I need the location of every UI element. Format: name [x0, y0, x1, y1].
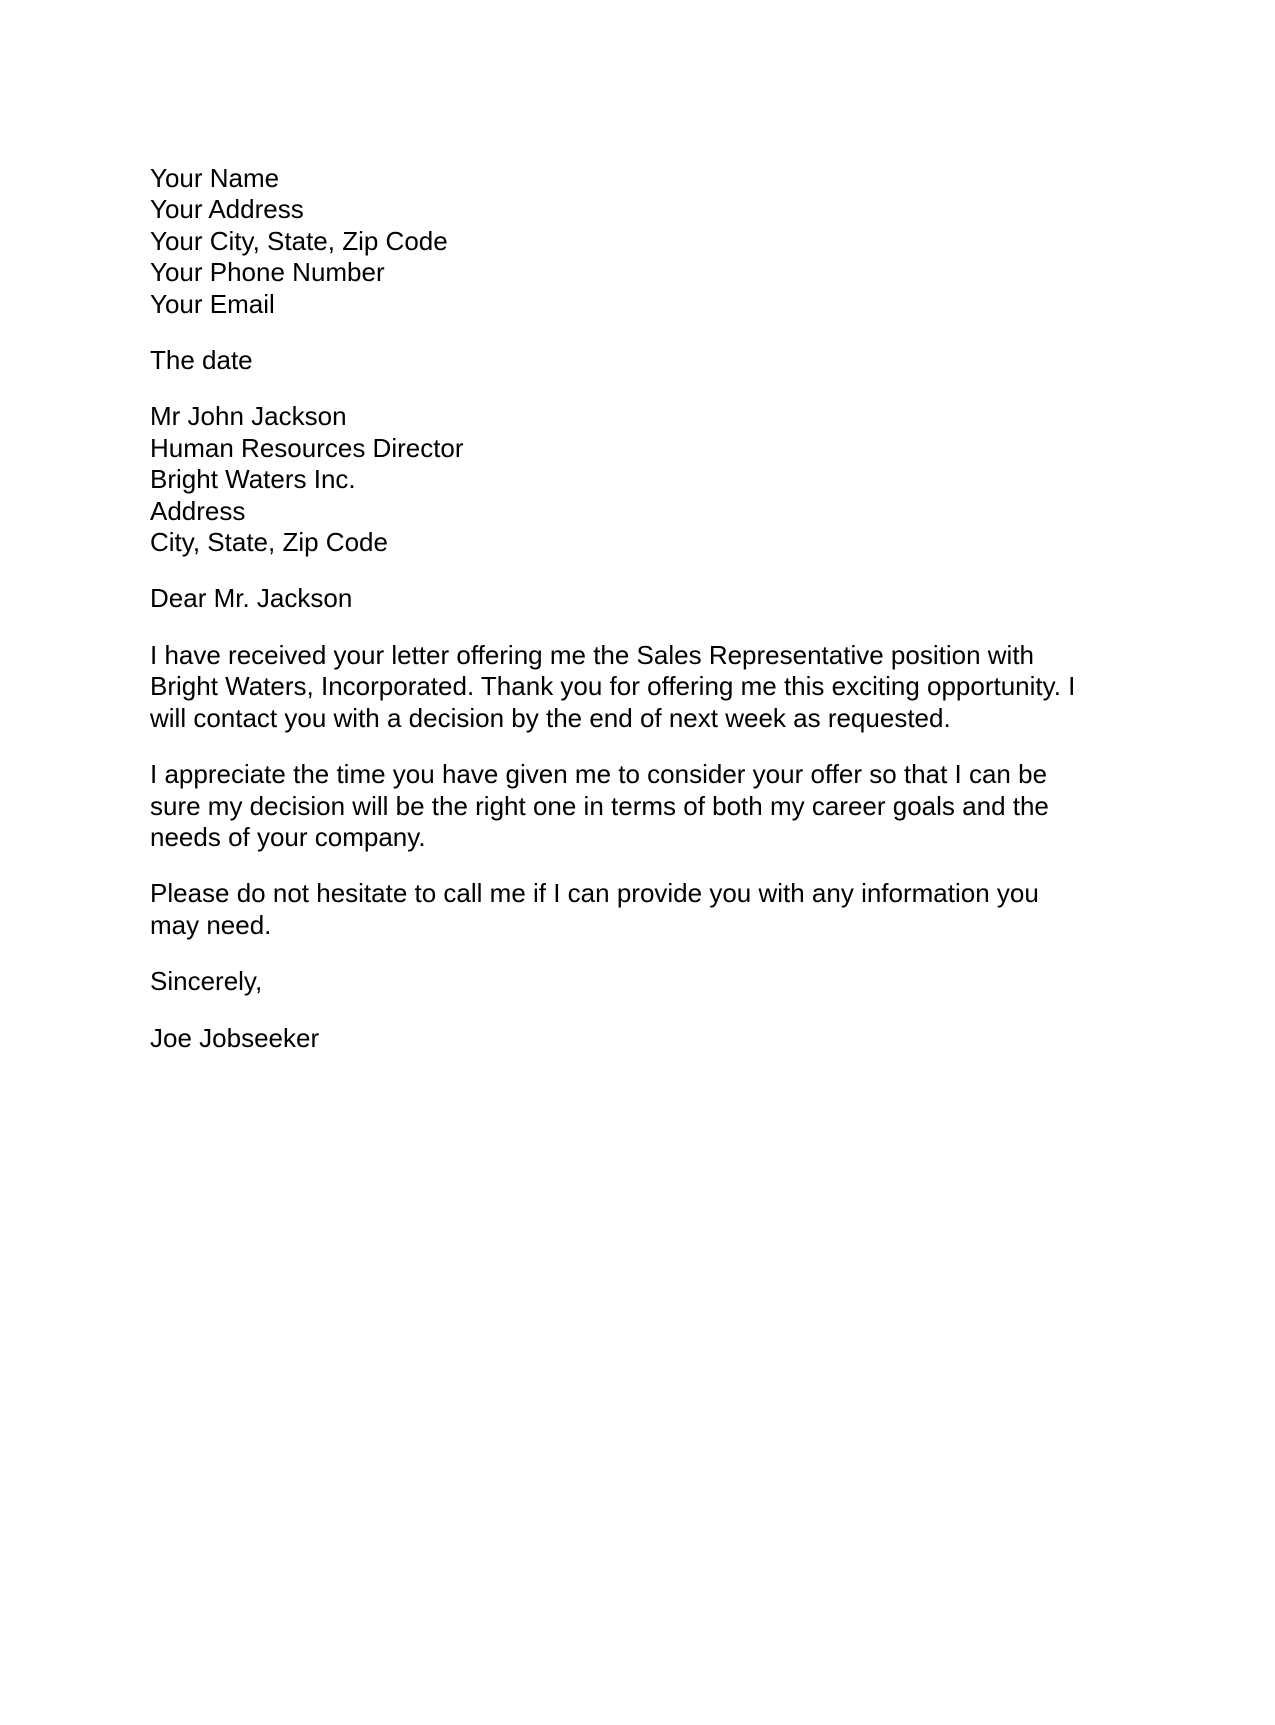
- paragraph-line: needs of your company.: [150, 821, 426, 852]
- letter-body: [150, 163, 1130, 1079]
- recipient-title: Human Resources Director: [150, 432, 464, 463]
- recipient-company: Bright Waters Inc.: [150, 464, 356, 495]
- sender-phone: Your Phone Number: [150, 257, 385, 288]
- paragraph-line: may need.: [150, 909, 272, 940]
- recipient-name: Mr John Jackson: [150, 401, 347, 432]
- salutation: Dear Mr. Jackson: [150, 583, 353, 614]
- paragraph-line: Please do not hesitate to call me if I can provide you with any information you: [150, 878, 1039, 909]
- body-paragraph-3: [150, 878, 1130, 941]
- signature-block: [150, 1023, 1130, 1054]
- paragraph-line: I appreciate the time you have given me to consider your offer so that I can be: [150, 759, 1048, 790]
- body-paragraph-2: [150, 759, 1130, 853]
- closing-block: [150, 966, 1130, 997]
- paragraph-line: will contact you with a decision by the end of next week as requested.: [150, 702, 951, 733]
- closing: Sincerely,: [150, 966, 263, 997]
- signature-name: Joe Jobseeker: [150, 1022, 320, 1053]
- body-paragraph-1: [150, 640, 1130, 734]
- paragraph-line: Bright Waters, Incorporated. Thank you for offering me this exciting opportunity. I: [150, 671, 1076, 702]
- paragraph-line: sure my decision will be the right one in terms of both my career goals and the: [150, 790, 1049, 821]
- sender-address: Your Address: [150, 194, 304, 225]
- sender-city-state-zip: Your City, State, Zip Code: [150, 225, 448, 256]
- recipient-city-state-zip: City, State, Zip Code: [150, 527, 388, 558]
- salutation-block: [150, 583, 1130, 614]
- letter-date: The date: [150, 345, 253, 376]
- date-block: [150, 345, 1130, 376]
- sender-name: Your Name: [150, 163, 280, 193]
- paragraph-line: I have received your letter offering me the Sales Representative position with: [150, 639, 1034, 670]
- recipient-block: [150, 401, 1130, 558]
- sender-email: Your Email: [150, 288, 275, 319]
- sender-block: [150, 163, 1130, 320]
- recipient-address: Address: [150, 495, 246, 526]
